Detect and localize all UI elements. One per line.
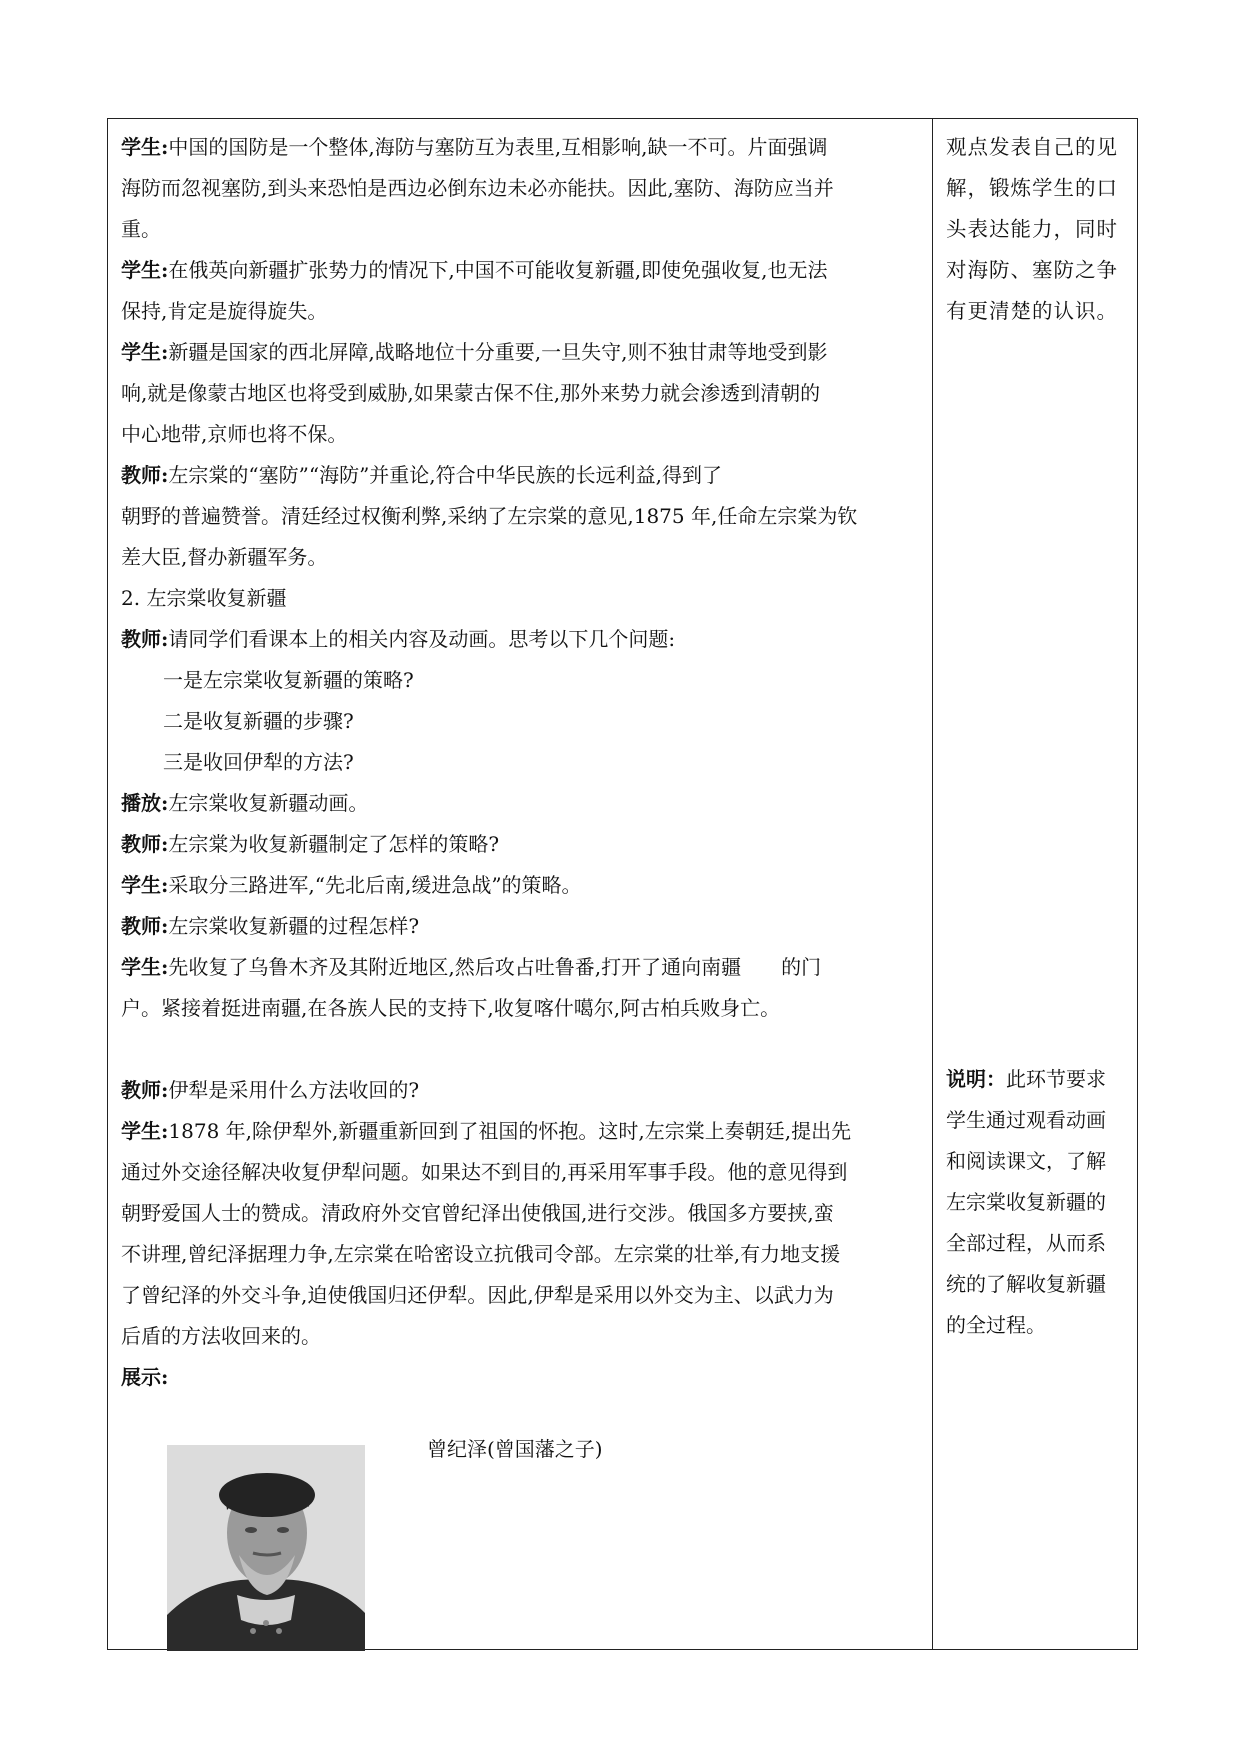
paragraph-line (121, 947, 921, 988)
note-line: 统的了解收复新疆 (946, 1272, 1106, 1296)
speaker-colon: : (161, 1078, 169, 1102)
line-text: 先收复了乌鲁木齐及其附近地区,然后攻占吐鲁番,打开了通向南疆 的门 (168, 955, 822, 979)
speaker-label: 学生 (121, 340, 161, 364)
portrait-photo (167, 1445, 365, 1651)
paragraph-line (121, 537, 921, 578)
portrait-illustration (167, 1445, 365, 1651)
note-label: 说明： (946, 1067, 1006, 1091)
line-text: 请同学们看课本上的相关内容及动画。思考以下几个问题: (168, 627, 676, 651)
line-text: 后盾的方法收回来的。 (121, 1324, 321, 1348)
line-text: 保持,肯定是旋得旋失。 (121, 299, 328, 323)
show-label: 展示: (121, 1365, 169, 1389)
line-text: 中国的国防是一个整体,海防与塞防互为表里,互相影响,缺一不可。片面强调 (168, 135, 828, 159)
line-text: 朝野爱国人士的赞成。清政府外交官曾纪泽出使俄国,进行交涉。俄国多方要挟,蛮 (121, 1201, 834, 1225)
note-first-text: 此环节要求 (1006, 1067, 1106, 1091)
paragraph-line (121, 414, 921, 455)
speaker-colon: : (161, 340, 169, 364)
question-item: 三是收回伊犁的方法? (163, 750, 354, 774)
line-text: 响,就是像蒙古地区也将受到威胁,如果蒙古保不住,那外来势力就会渗透到清朝的 (121, 381, 821, 405)
paragraph-line (121, 455, 921, 496)
speaker-label: 学生 (121, 955, 161, 979)
speaker-colon: : (161, 955, 169, 979)
line-text: 不讲理,曾纪泽据理力争,左宗棠在哈密设立抗俄司令部。左宗棠的壮举,有力地支援 (121, 1242, 841, 1266)
speaker-label: 教师 (121, 832, 161, 856)
speaker-label: 教师 (121, 463, 161, 487)
paragraph-line (121, 1316, 921, 1357)
line-text: 差大臣,督办新疆军务。 (121, 545, 328, 569)
line-text: 左宗棠的“塞防”“海防”并重论,符合中华民族的长远利益,得到了 (168, 463, 723, 487)
main-column (121, 127, 921, 1398)
speaker-colon: : (161, 832, 169, 856)
side-line: 观点发表自己的见 (946, 135, 1118, 159)
section-heading: 2. 左宗棠收复新疆 (121, 586, 287, 610)
line-text: 通过外交途径解决收复伊犁问题。如果达不到目的,再采用军事手段。他的意见得到 (121, 1160, 848, 1184)
side-line: 头表达能力，同时 (946, 217, 1118, 241)
note-first-line (946, 1059, 1126, 1100)
paragraph-line (121, 291, 921, 332)
paragraph-line (121, 209, 921, 250)
side-column-note (946, 1059, 1126, 1346)
paragraph-line (121, 865, 921, 906)
paragraph-line (121, 988, 921, 1029)
paragraph-line (121, 250, 921, 291)
note-line: 和阅读课文，了解 (946, 1149, 1106, 1173)
line-text: 在俄英向新疆扩张势力的情况下,中国不可能收复新疆,即使免强收复,也无法 (168, 258, 828, 282)
speaker-colon: : (161, 258, 169, 282)
line-text: 中心地带,京师也将不保。 (121, 422, 348, 446)
speaker-label: 学生 (121, 135, 161, 159)
photo-caption: 曾纪泽(曾国藩之子) (427, 1437, 603, 1461)
speaker-colon: : (161, 627, 169, 651)
speaker-label: 教师 (121, 914, 161, 938)
paragraph-line (121, 168, 921, 209)
paragraph-line (121, 824, 921, 865)
line-text: 朝野的普遍赞誉。清廷经过权衡利弊,采纳了左宗棠的意见,1875 年,任命左宗棠为钦 (121, 504, 858, 528)
note-line: 左宗棠收复新疆的 (946, 1190, 1106, 1214)
note-line: 的全过程。 (946, 1313, 1046, 1337)
line-text: 户。紧接着挺进南疆,在各族人民的支持下,收复喀什噶尔,阿古柏兵败身亡。 (121, 996, 781, 1020)
speaker-label: 教师 (121, 627, 161, 651)
paragraph-line (121, 127, 921, 168)
line-text: 左宗棠收复新疆的过程怎样? (168, 914, 420, 938)
line-text: 了曾纪泽的外交斗争,迫使俄国归还伊犁。因此,伊犁是采用以外交为主、以武力为 (121, 1283, 834, 1307)
paragraph-line (121, 1234, 921, 1275)
column-divider (932, 119, 933, 1649)
line-text: 左宗棠收复新疆动画。 (168, 791, 369, 815)
side-line: 解，锻炼学生的口 (946, 176, 1118, 200)
speaker-colon: : (161, 873, 169, 897)
paragraph-line (121, 783, 921, 824)
speaker-colon: : (161, 463, 169, 487)
speaker-colon: : (161, 914, 169, 938)
line-text: 新疆是国家的西北屏障,战略地位十分重要,一旦失守,则不独甘肃等地受到影 (168, 340, 828, 364)
speaker-label: 学生 (121, 873, 161, 897)
paragraph-line (121, 1070, 921, 1111)
paragraph-line (121, 1111, 921, 1152)
paragraph-line (121, 1275, 921, 1316)
note-line: 全部过程，从而系 (946, 1231, 1106, 1255)
blank-line (121, 1029, 921, 1070)
line-text: 重。 (121, 217, 161, 241)
line-text: 左宗棠为收复新疆制定了怎样的策略? (168, 832, 500, 856)
line-text: 海防而忽视塞防,到头来恐怕是西边必倒东边未必亦能扶。因此,塞防、海防应当并 (121, 176, 834, 200)
line-text: 伊犁是采用什么方法收回的? (168, 1078, 420, 1102)
side-line: 有更清楚的认识。 (946, 299, 1118, 323)
speaker-label: 播放 (121, 791, 161, 815)
speaker-label: 教师 (121, 1078, 161, 1102)
speaker-colon: : (161, 791, 169, 815)
note-line: 学生通过观看动画 (946, 1108, 1106, 1132)
speaker-label: 学生 (121, 1119, 161, 1143)
paragraph-line (121, 619, 921, 660)
speaker-colon: : (161, 135, 169, 159)
paragraph-line (121, 496, 921, 537)
question-item: 二是收复新疆的步骤? (163, 709, 354, 733)
paragraph-line (121, 332, 921, 373)
lesson-table (107, 118, 1138, 1650)
paragraph-line (121, 373, 921, 414)
side-column-top (946, 127, 1126, 332)
paragraph-line (121, 906, 921, 947)
paragraph-line (121, 1152, 921, 1193)
side-line: 对海防、塞防之争 (946, 258, 1118, 282)
line-text: 采取分三路进军,“先北后南,缓进急战”的策略。 (168, 873, 582, 897)
speaker-colon: : (161, 1119, 169, 1143)
line-text: 1878 年,除伊犁外,新疆重新回到了祖国的怀抱。这时,左宗棠上奏朝廷,提出先 (168, 1119, 852, 1143)
speaker-label: 学生 (121, 258, 161, 282)
question-item: 一是左宗棠收复新疆的策略? (163, 668, 414, 692)
paragraph-line (121, 1193, 921, 1234)
